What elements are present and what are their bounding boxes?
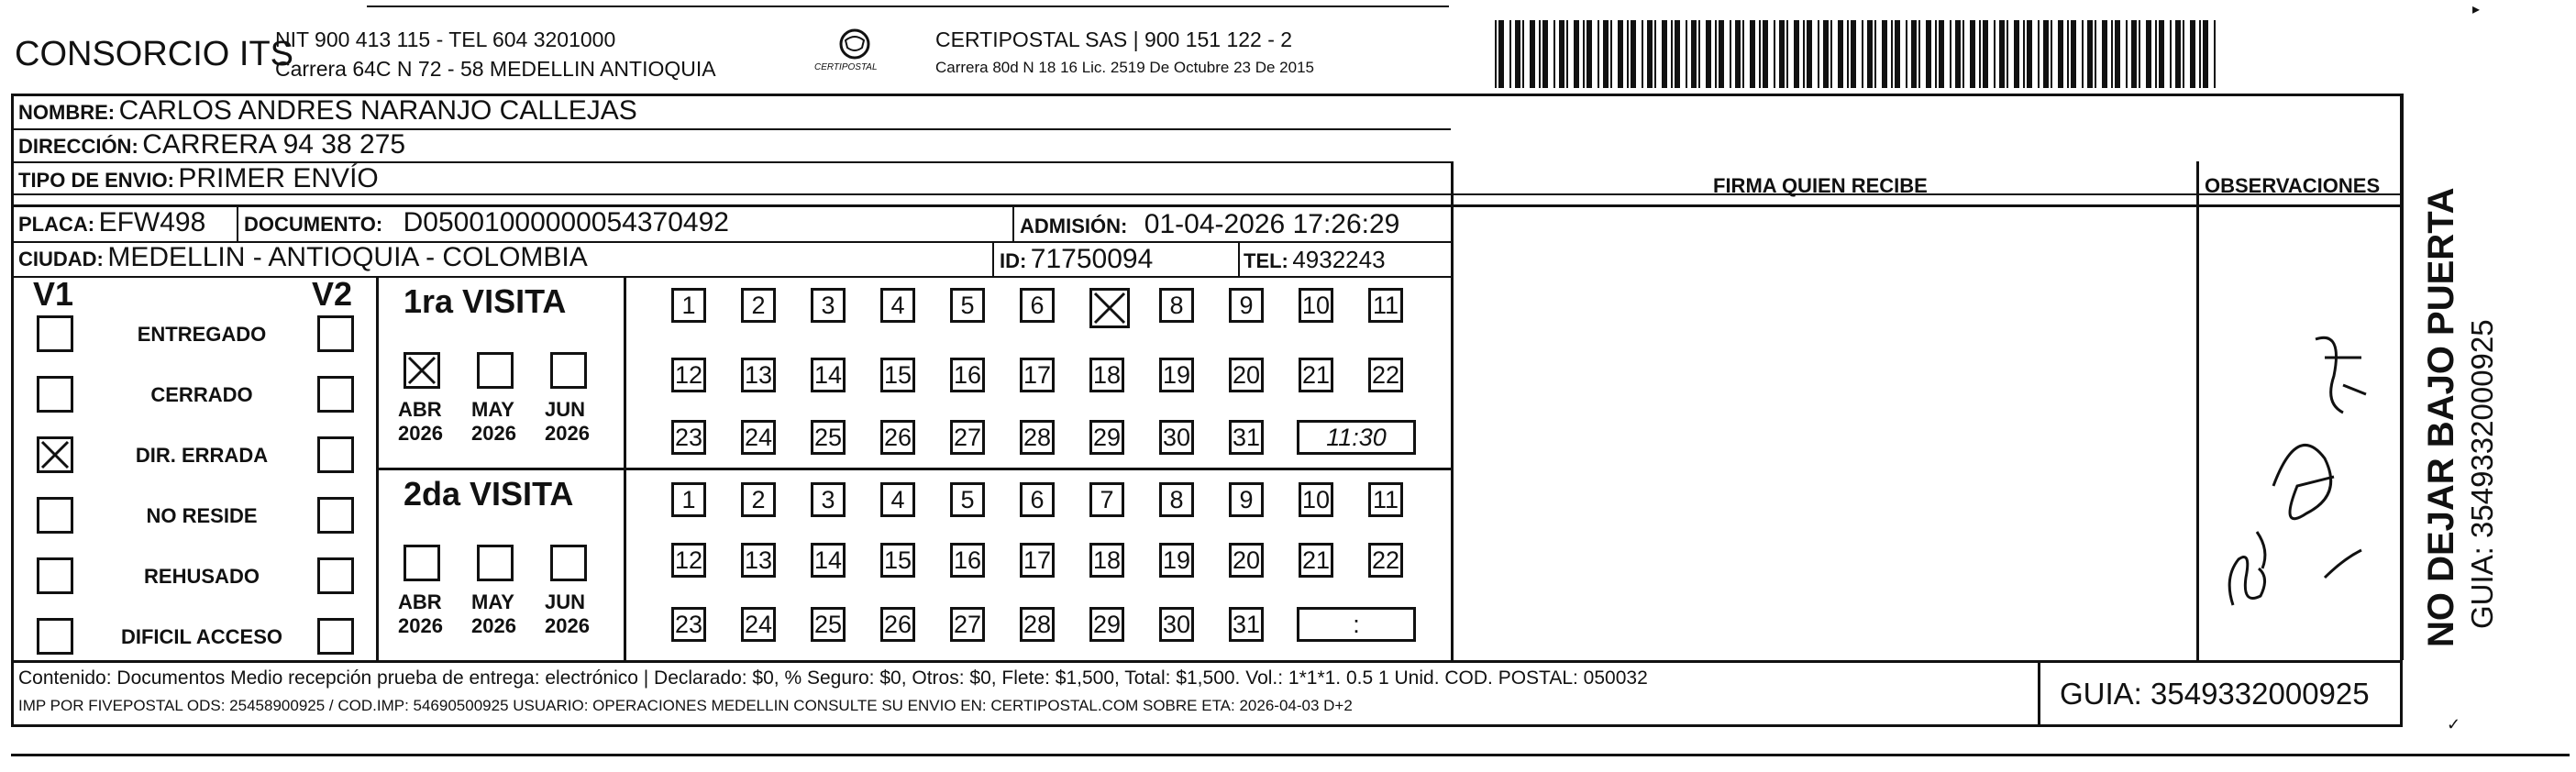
first-visit-day-15[interactable]: 15: [880, 358, 915, 392]
first-visit-day-2[interactable]: 2: [741, 288, 776, 323]
v2-checkbox-4[interactable]: [317, 497, 354, 534]
admision-value: 01-04-2026 17:26:29: [1144, 209, 1400, 239]
side-warning: NO DEJAR BAJO PUERTA: [2421, 187, 2461, 647]
first-visit-month-abr-checkbox[interactable]: [404, 352, 440, 389]
first-visit-day-10[interactable]: 10: [1299, 288, 1333, 323]
status-label-6: DIFICIL ACCESO: [120, 625, 282, 648]
first-visit-day-20[interactable]: 20: [1229, 358, 1264, 392]
observaciones-header: OBSERVACIONES: [2205, 174, 2381, 197]
second-visit-year-label: 2026: [545, 614, 590, 637]
first-visit-month-label: ABR: [398, 398, 442, 421]
first-visit-day-16[interactable]: 16: [950, 358, 985, 392]
status-label-5: REHUSADO: [144, 565, 260, 588]
documento-label: DOCUMENTO:: [244, 213, 383, 236]
admision-row: [1020, 209, 1399, 240]
company-name: CONSORCIO ITS: [15, 35, 294, 73]
first-visit-day-9[interactable]: 9: [1229, 288, 1264, 323]
first-visit-day-22[interactable]: 22: [1368, 358, 1403, 392]
footer-guia: GUIA: 3549332000925: [2060, 677, 2370, 711]
second-visit-day-28[interactable]: 28: [1020, 607, 1055, 642]
second-visit-day-15[interactable]: 15: [880, 543, 915, 578]
second-visit-day-31[interactable]: 31: [1229, 607, 1264, 642]
second-visit-day-29[interactable]: 29: [1089, 607, 1124, 642]
v2-checkbox-6[interactable]: [317, 618, 354, 655]
first-visit-day-28[interactable]: 28: [1020, 420, 1055, 455]
second-visit-day-17[interactable]: 17: [1020, 543, 1055, 578]
v1-checkbox-6[interactable]: [37, 618, 73, 655]
first-visit-title: 1ra VISITA: [404, 282, 567, 320]
second-visit-month-label: JUN: [545, 590, 586, 613]
first-visit-day-14[interactable]: 14: [811, 358, 846, 392]
first-visit-day-8[interactable]: 8: [1159, 288, 1194, 323]
footer-imp: IMP POR FIVEPOSTAL ODS: 25458900925 / COD.IMP: 54690500925 USUARIO: OPERACIONES MEDELLIN CONSULTE SU ENVIO EN: CERTIPOSTAL.COM SOBRE ETA: 2026-04-03 D+2: [18, 697, 1353, 714]
ciudad-label: CIUDAD:: [18, 248, 104, 270]
second-visit-day-1[interactable]: 1: [671, 482, 706, 517]
first-visit-day-4[interactable]: 4: [880, 288, 915, 323]
second-visit-day-27[interactable]: 27: [950, 607, 985, 642]
top-rule: [367, 6, 1449, 7]
second-visit-day-26[interactable]: 26: [880, 607, 915, 642]
second-visit-day-5[interactable]: 5: [950, 482, 985, 517]
placa-row: [18, 207, 205, 238]
second-visit-day-11[interactable]: 11: [1368, 482, 1403, 517]
status-label-3: DIR. ERRADA: [135, 444, 269, 467]
v1-checkbox-4[interactable]: [37, 497, 73, 534]
second-visit-month-label: ABR: [398, 590, 442, 613]
second-visit-day-30[interactable]: 30: [1159, 607, 1194, 642]
first-visit-day-3[interactable]: 3: [811, 288, 846, 323]
placa-value: EFW498: [98, 207, 206, 237]
documento-value: D05001000000054370492: [403, 207, 729, 237]
tipo-row: [18, 163, 379, 194]
first-visit-year-label: 2026: [471, 422, 516, 445]
status-label-1: ENTREGADO: [137, 323, 267, 346]
first-visit-day-19[interactable]: 19: [1159, 358, 1194, 392]
tipo-value: PRIMER ENVÍO: [178, 163, 379, 193]
v2-checkbox-1[interactable]: [317, 315, 354, 352]
v1-checkbox-1[interactable]: [37, 315, 73, 352]
second-visit-day-14[interactable]: 14: [811, 543, 846, 578]
second-visit-month-label: MAY: [471, 590, 514, 613]
second-visit-day-9[interactable]: 9: [1229, 482, 1264, 517]
corner-tick: ✓: [2447, 715, 2461, 733]
placa-label: PLACA:: [18, 213, 95, 236]
second-visit-day-24[interactable]: 24: [741, 607, 776, 642]
second-visit-day-23[interactable]: 23: [671, 607, 706, 642]
second-visit-day-4[interactable]: 4: [880, 482, 915, 517]
first-visit-day-21[interactable]: 21: [1299, 358, 1333, 392]
second-visit-day-22[interactable]: 22: [1368, 543, 1403, 578]
first-visit-day-24[interactable]: 24: [741, 420, 776, 455]
second-visit-day-3[interactable]: 3: [811, 482, 846, 517]
id-value: 71750094: [1030, 244, 1154, 274]
direccion-label: DIRECCIÓN:: [18, 135, 138, 158]
first-visit-time-field[interactable]: 11:30: [1297, 420, 1416, 455]
first-visit-day-6[interactable]: 6: [1020, 288, 1055, 323]
v2-checkbox-2[interactable]: [317, 376, 354, 413]
second-visit-day-8[interactable]: 8: [1159, 482, 1194, 517]
second-visit-month-jun-checkbox[interactable]: [550, 545, 587, 581]
second-visit-day-25[interactable]: 25: [811, 607, 846, 642]
direccion-row: [18, 129, 405, 160]
first-visit-day-11[interactable]: 11: [1368, 288, 1403, 323]
second-visit-day-20[interactable]: 20: [1229, 543, 1264, 578]
second-visit-day-7[interactable]: 7: [1089, 482, 1124, 517]
first-visit-day-7[interactable]: [1089, 288, 1130, 328]
tel-label: TEL:: [1244, 249, 1288, 272]
ciudad-value: MEDELLIN - ANTIOQUIA - COLOMBIA: [107, 242, 588, 272]
v1-checkbox-3[interactable]: [37, 436, 73, 473]
company-address: Carrera 64C N 72 - 58 MEDELLIN ANTIOQUIA: [275, 57, 716, 81]
first-visit-day-12[interactable]: 12: [671, 358, 706, 392]
first-visit-day-18[interactable]: 18: [1089, 358, 1124, 392]
v1-header: V1: [33, 275, 74, 313]
company-nit: NIT 900 413 115 - TEL 604 3201000: [275, 28, 616, 51]
second-visit-day-13[interactable]: 13: [741, 543, 776, 578]
v1-checkbox-5[interactable]: [37, 557, 73, 594]
first-visit-day-1[interactable]: 1: [671, 288, 706, 323]
second-visit-month-may-checkbox[interactable]: [477, 545, 514, 581]
certipostal-logo: [809, 28, 901, 79]
first-visit-year-label: 2026: [545, 422, 590, 445]
second-visit-year-label: 2026: [398, 614, 443, 637]
v2-checkbox-3[interactable]: [317, 436, 354, 473]
second-visit-day-21[interactable]: 21: [1299, 543, 1333, 578]
first-visit-day-25[interactable]: 25: [811, 420, 846, 455]
second-visit-day-16[interactable]: 16: [950, 543, 985, 578]
logo-text: CERTIPOSTAL: [814, 62, 878, 72]
first-visit-day-17[interactable]: 17: [1020, 358, 1055, 392]
status-label-2: CERRADO: [150, 383, 253, 406]
corner-mark: ▸: [2472, 2, 2481, 17]
second-visit-day-2[interactable]: 2: [741, 482, 776, 517]
v1-checkbox-2[interactable]: [37, 376, 73, 413]
side-guia: GUIA: 3549332000925: [2465, 319, 2499, 629]
second-visit-day-18[interactable]: 18: [1089, 543, 1124, 578]
tipo-label: TIPO DE ENVIO:: [18, 169, 174, 192]
second-visit-day-10[interactable]: 10: [1299, 482, 1333, 517]
first-visit-day-13[interactable]: 13: [741, 358, 776, 392]
status-label-4: NO RESIDE: [146, 504, 258, 527]
nombre-label: NOMBRE:: [18, 101, 116, 124]
second-visit-year-label: 2026: [471, 614, 516, 637]
id-label: ID:: [1000, 249, 1027, 272]
first-visit-day-23[interactable]: 23: [671, 420, 706, 455]
admision-label: ADMISIÓN:: [1020, 215, 1128, 237]
tel-value: 4932243: [1292, 246, 1386, 273]
courier-address: Carrera 80d N 18 16 Lic. 2519 De Octubre 23 De 2015: [935, 59, 1314, 76]
second-visit-time-field[interactable]: :: [1297, 607, 1416, 642]
second-visit-day-6[interactable]: 6: [1020, 482, 1055, 517]
courier-name: CERTIPOSTAL SAS | 900 151 122 - 2: [935, 28, 1293, 51]
tel-row: [1244, 246, 1386, 274]
first-visit-day-26[interactable]: 26: [880, 420, 915, 455]
ciudad-row: [18, 242, 588, 273]
direccion-value: CARRERA 94 38 275: [142, 129, 406, 160]
signature-icon: [2206, 303, 2389, 651]
nombre-value: CARLOS ANDRES NARANJO CALLEJAS: [118, 95, 637, 126]
first-visit-month-label: MAY: [471, 398, 514, 421]
first-visit-day-31[interactable]: 31: [1229, 420, 1264, 455]
footer-contenido: Contenido: Documentos Medio recepción prueba de entrega: electrónico | Declarado: $0, % Seguro: $0, Otros: $0, Flete: $1,500, Total: $1,500. Vol.: 1*1*1. 0.5 1 Unid. COD. POSTAL: 050032: [18, 667, 1648, 689]
first-visit-month-label: JUN: [545, 398, 586, 421]
first-visit-day-29[interactable]: 29: [1089, 420, 1124, 455]
first-visit-day-27[interactable]: 27: [950, 420, 985, 455]
documento-row: [244, 207, 729, 238]
firma-header: FIRMA QUIEN RECIBE: [1713, 174, 1928, 197]
v2-checkbox-5[interactable]: [317, 557, 354, 594]
second-visit-month-abr-checkbox[interactable]: [404, 545, 440, 581]
second-visit-title: 2da VISITA: [404, 475, 574, 513]
bottom-rule: [11, 754, 2570, 756]
first-visit-year-label: 2026: [398, 422, 443, 445]
second-visit-day-12[interactable]: 12: [671, 543, 706, 578]
nombre-row: [18, 95, 637, 127]
first-visit-month-jun-checkbox[interactable]: [550, 352, 587, 389]
second-visit-day-19[interactable]: 19: [1159, 543, 1194, 578]
first-visit-month-may-checkbox[interactable]: [477, 352, 514, 389]
id-row: [1000, 244, 1153, 275]
first-visit-day-5[interactable]: 5: [950, 288, 985, 323]
v2-header: V2: [312, 275, 353, 313]
barcode: [1495, 20, 2228, 88]
first-visit-day-30[interactable]: 30: [1159, 420, 1194, 455]
